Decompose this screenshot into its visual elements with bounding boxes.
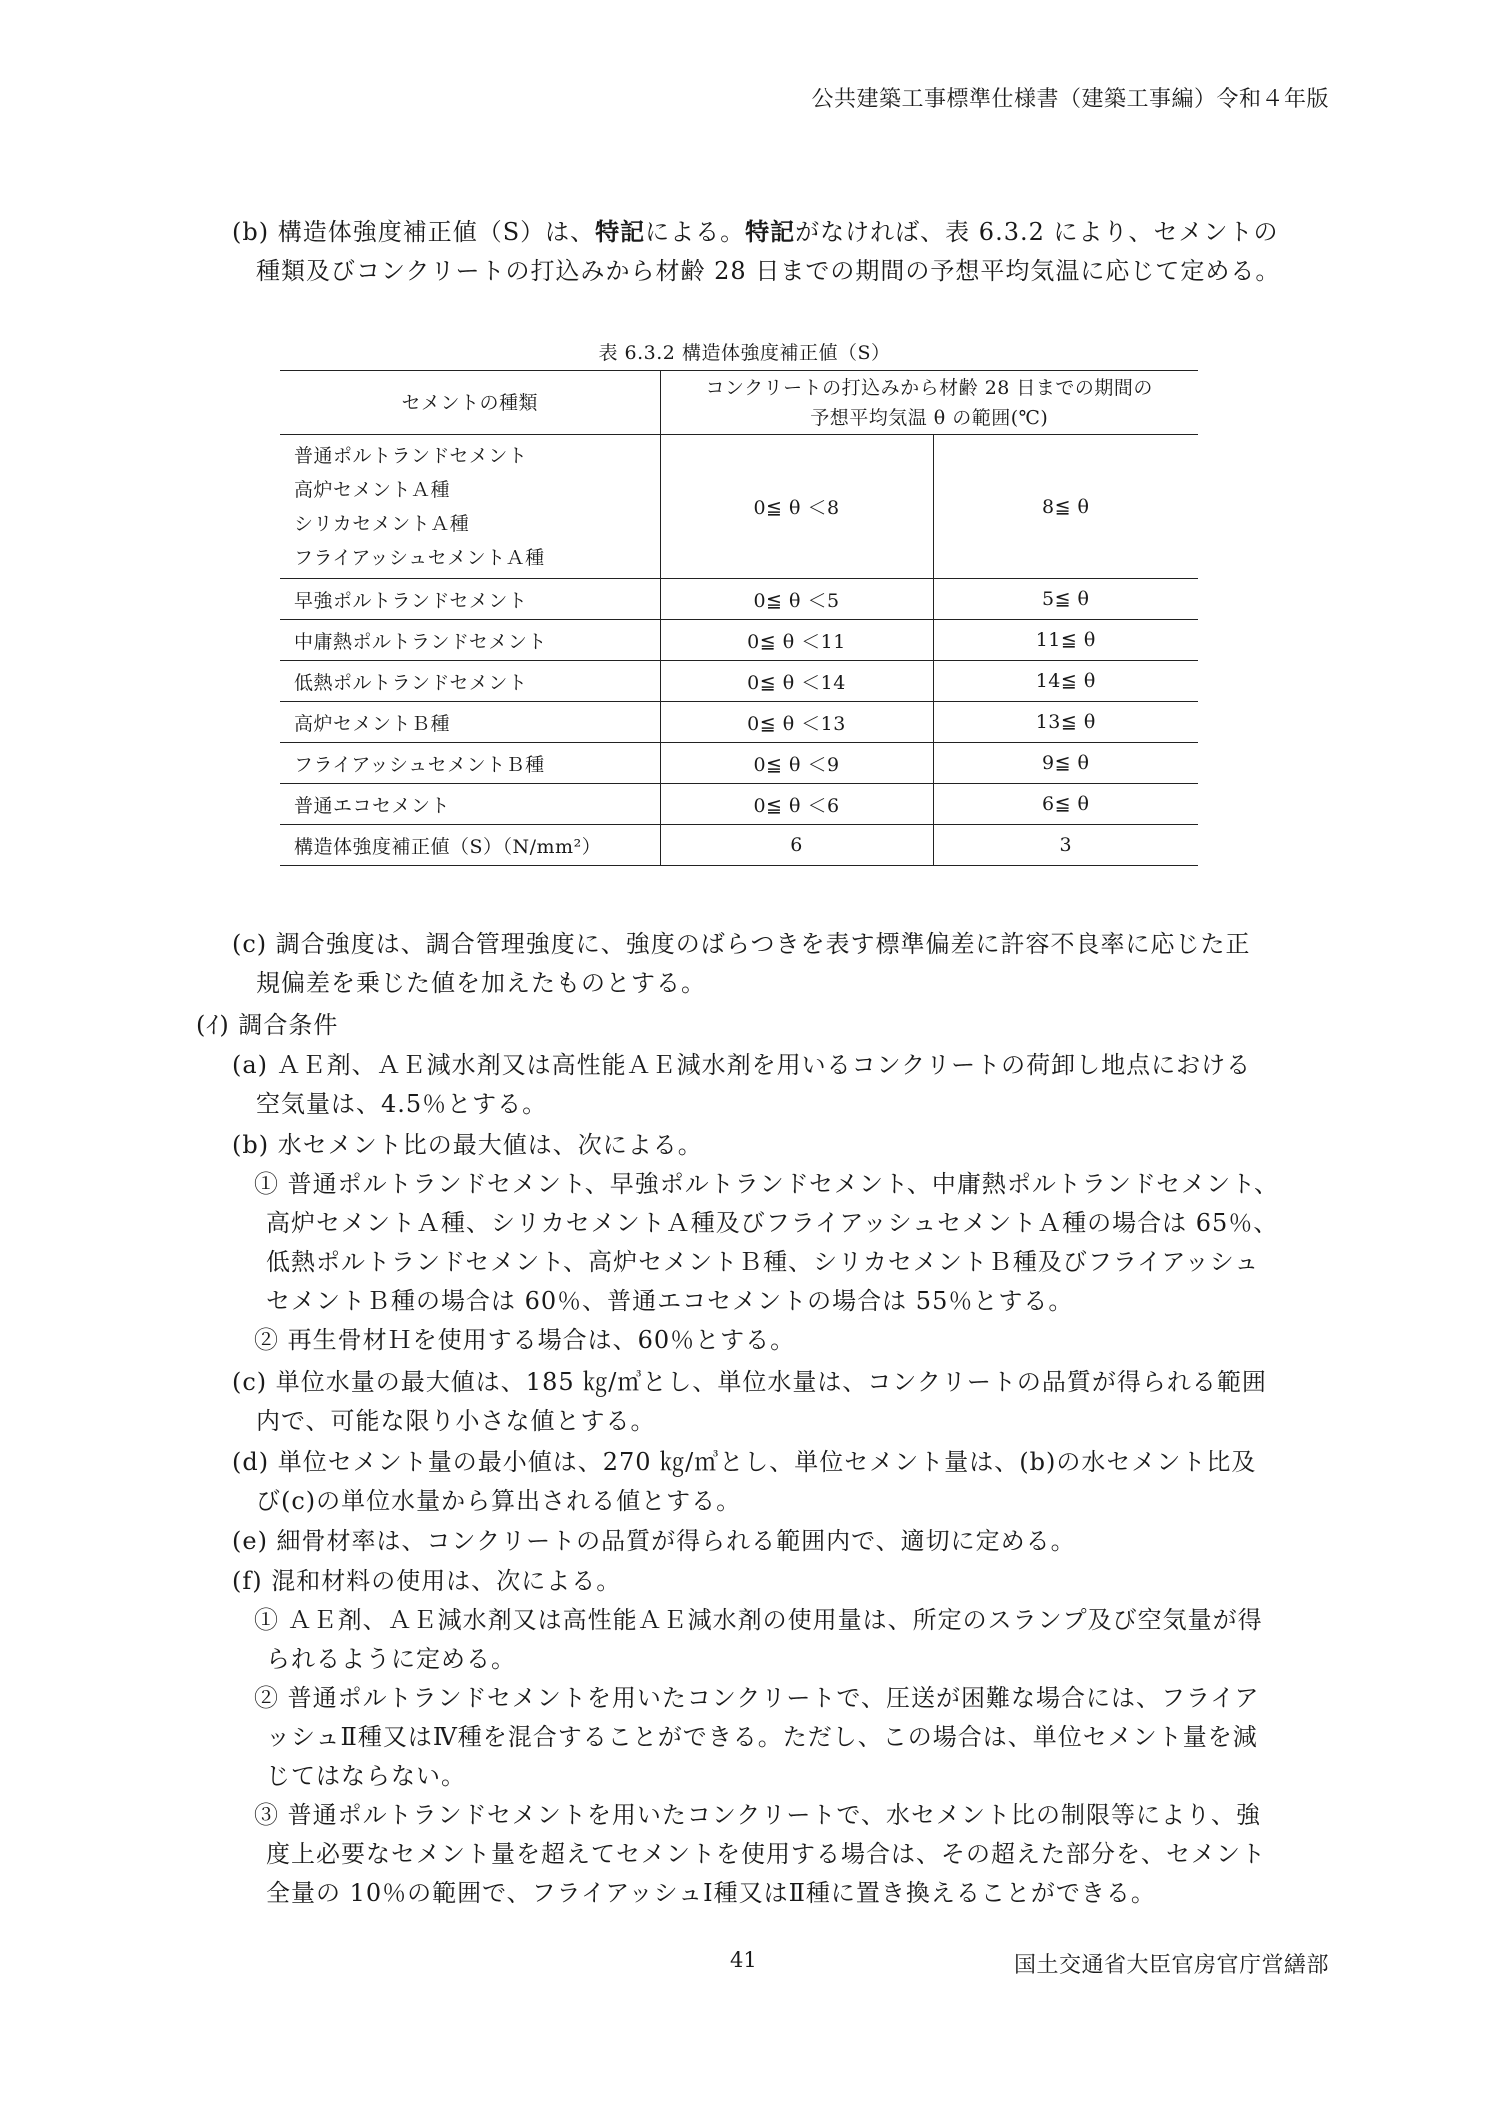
cement-type: シリカセメントＡ種 [294,512,470,535]
table-row-correction-value [280,825,1198,866]
strength-correction-table [280,370,1198,866]
paragraph-line: 全量の 10％の範囲で、フライアッシュⅠ種又はⅡ種に置き換えることができる。 [266,1879,1156,1907]
paragraph-line: 内で、可能な限り小さな値とする。 [256,1407,656,1435]
footer-organization: 国土交通省大臣官房官庁営繕部 [1013,1953,1329,1978]
paragraph-line: 種類及びコンクリートの打込みから材齢 28 日までの期間の予想平均気温に応じて定める。 [256,257,1281,285]
header-temperature-range [660,371,1198,435]
paragraph-line: ② 再生骨材Ｈを使用する場合は、60％とする。 [254,1326,796,1354]
range-high: 6≦ θ [933,784,1198,825]
section-mix-conditions [196,1006,338,1045]
correction-value-high: 3 [933,825,1198,866]
range-low: 0≦ θ ＜14 [660,661,933,702]
range-high: 8≦ θ [933,435,1198,579]
range-low: 0≦ θ ＜6 [660,784,933,825]
paragraph-line: ッシュⅡ種又はⅣ種を混合することができる。ただし、この場合は、単位セメント量を減 [266,1723,1258,1751]
paragraph-line: セメントＢ種の場合は 60％、普通エコセメントの場合は 55％とする。 [266,1287,1074,1315]
cement-type: 高炉セメントＢ種 [280,702,660,743]
paragraph-line: 高炉セメントＡ種、シリカセメントＡ種及びフライアッシュセメントＡ種の場合は 65％、 [266,1209,1279,1237]
paragraph-line [232,212,1280,252]
paragraph-line: (c) 調合強度は、調合管理強度に、強度のばらつきを表す標準偏差に許容不良率に応じた正 [232,930,1251,958]
cement-type: 普通ポルトランドセメント [294,444,528,467]
paragraph-line: 度上必要なセメント量を超えてセメントを使用する場合は、その超えた部分を、セメント [266,1840,1266,1868]
condition-c-unit-water [232,1363,1267,1441]
cement-type: 普通エコセメント [280,784,660,825]
cement-type: 中庸熱ポルトランドセメント [280,620,660,661]
range-high: 11≦ θ [933,620,1198,661]
condition-e-fine-aggregate [232,1522,1076,1561]
condition-b-water-cement-ratio [232,1126,1279,1360]
cement-type: 低熱ポルトランドセメント [280,661,660,702]
paragraph-c-mix-strength [232,925,1251,1003]
table-row-group [280,435,1198,579]
paragraph-line: ① 普通ポルトランドセメント、早強ポルトランドセメント、中庸熱ポルトランドセメント、 [254,1170,1279,1198]
cement-type: 早強ポルトランドセメント [280,579,660,620]
paragraph-line: (a) ＡＥ剤、ＡＥ減水剤又は高性能ＡＥ減水剤を用いるコンクリートの荷卸し地点における [232,1051,1252,1079]
table-row [280,661,1198,702]
condition-d-unit-cement [232,1443,1256,1521]
cement-type-group [280,435,660,579]
paragraph-line: 低熱ポルトランドセメント、高炉セメントＢ種、シリカセメントＢ種及びフライアッシュ [266,1248,1260,1276]
range-low: 0≦ θ ＜13 [660,702,933,743]
table-row [280,702,1198,743]
text-span: (b) 構造体強度補正値（S）は、 [232,218,596,246]
bold-term: 特記 [595,217,646,246]
table-row [280,784,1198,825]
range-high: 9≦ θ [933,743,1198,784]
paragraph-line: られるように定める。 [266,1645,516,1673]
cement-type: フライアッシュセメントＢ種 [280,743,660,784]
range-low: 0≦ θ ＜11 [660,620,933,661]
header-line: コンクリートの打込みから材齢 28 日までの期間の [705,376,1153,399]
table-row [280,743,1198,784]
correction-value-low: 6 [660,825,933,866]
paragraph-line: (e) 細骨材率は、コンクリートの品質が得られる範囲内で、適切に定める。 [232,1527,1076,1555]
paragraph-line: ② 普通ポルトランドセメントを用いたコンクリートで、圧送が困難な場合には、フライア [254,1684,1260,1712]
condition-a-air-content [232,1046,1251,1124]
section-title: (ｲ) 調合条件 [196,1011,339,1039]
paragraph-line: 規偏差を乗じた値を加えたものとする。 [256,969,706,997]
range-low: 0≦ θ ＜9 [660,743,933,784]
range-low: 0≦ θ ＜5 [660,579,933,620]
paragraph-line: (c) 単位水量の最大値は、185 ㎏/㎥とし、単位水量は、コンクリートの品質が得られる範囲 [232,1368,1267,1396]
paragraph-b-strength-correction [232,212,1280,291]
range-low: 0≦ θ ＜8 [660,435,933,579]
correction-value-label: 構造体強度補正値（S）（N/mm²） [280,825,660,866]
bold-term: 特記 [745,217,796,246]
range-high: 14≦ θ [933,661,1198,702]
document-header: 公共建築工事標準仕様書（建築工事編）令和４年版 [811,87,1329,112]
table-row [280,620,1198,661]
paragraph-line: (f) 混和材料の使用は、次による。 [232,1567,622,1595]
header-line: 予想平均気温 θ の範囲(℃) [810,406,1049,429]
table-row [280,579,1198,620]
paragraph-line: 空気量は、4.5％とする。 [256,1090,548,1118]
paragraph-line: (b) 水セメント比の最大値は、次による。 [232,1131,703,1159]
page-number: 41 [730,1948,757,1972]
table-header-row [280,371,1198,435]
range-high: 13≦ θ [933,702,1198,743]
paragraph-line: じてはならない。 [266,1762,466,1790]
text-span: による。 [645,218,746,246]
paragraph-line: び(c)の単位水量から算出される値とする。 [256,1487,742,1515]
paragraph-line: (d) 単位セメント量の最小値は、270 ㎏/㎥とし、単位セメント量は、(b)の水セメント比及 [232,1448,1257,1476]
text-span: がなければ、表 6.3.2 により、セメントの [795,218,1279,246]
paragraph-line: ③ 普通ポルトランドセメントを用いたコンクリートで、水セメント比の制限等により、強 [254,1801,1261,1829]
table-caption: 表 6.3.2 構造体強度補正値（S） [598,342,891,364]
condition-f-admixtures [232,1562,1266,1913]
header-cement-type: セメントの種類 [280,371,660,435]
range-high: 5≦ θ [933,579,1198,620]
cement-type: フライアッシュセメントＡ種 [294,546,545,569]
paragraph-line: ① ＡＥ剤、ＡＥ減水剤又は高性能ＡＥ減水剤の使用量は、所定のスランプ及び空気量が得 [254,1606,1263,1634]
cement-type: 高炉セメントＡ種 [294,478,451,501]
